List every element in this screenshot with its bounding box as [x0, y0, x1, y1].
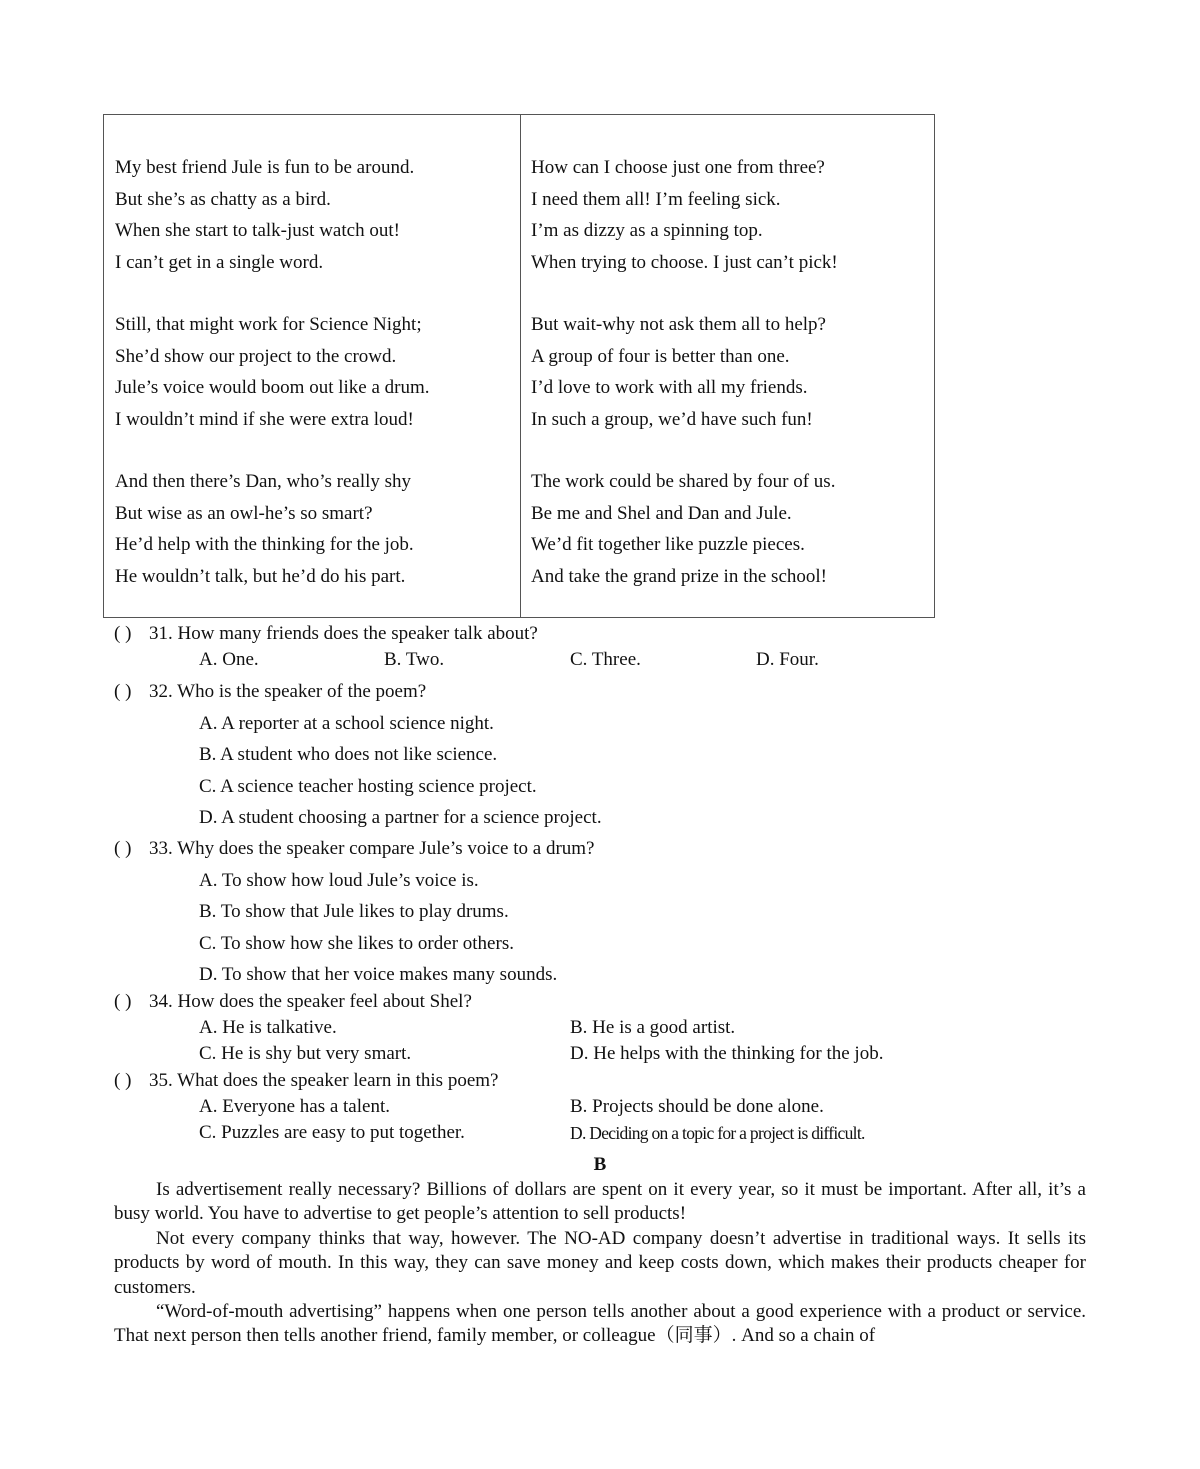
poem-right-column	[531, 152, 838, 623]
option-b: B. A student who does not like science.	[199, 744, 498, 765]
poem-stanza	[115, 309, 430, 435]
poem-line: Jule’s voice would boom out like a drum.	[115, 377, 430, 398]
question-text: 34. How does the speaker feel about Shel?	[149, 991, 472, 1012]
poem-line: A group of four is better than one.	[531, 345, 790, 367]
poem-left-column	[115, 152, 430, 623]
poem-line: How can I choose just one from three?	[531, 157, 825, 178]
question-32	[114, 681, 426, 703]
answer-blank: ( )	[114, 681, 132, 702]
option-a: A. To show how loud Jule’s voice is.	[199, 870, 479, 891]
option-c: C. Three.	[570, 649, 641, 670]
paragraph-3: “Word-of-mouth advertising” happens when one person tells another about a good experience with a product or service. That next person then tells another friend, family member, or colleague（同事）. And so a chain of	[114, 1301, 1086, 1347]
answer-blank: ( )	[114, 991, 132, 1012]
poem-line: And take the grand prize in the school!	[531, 565, 827, 587]
poem-line: But wait-why not ask them all to help?	[531, 314, 826, 335]
option-d: D. Deciding on a topic for a project is difficult.	[570, 1123, 865, 1143]
poem-stanza	[115, 152, 430, 278]
poem-stanza	[531, 309, 838, 435]
option-a: A. He is talkative.	[199, 1017, 337, 1038]
poem-line: Be me and Shel and Dan and Jule.	[531, 502, 792, 524]
option-a: A. One.	[199, 649, 259, 670]
poem-line: I wouldn’t mind if she were extra loud!	[115, 408, 414, 430]
poem-line: Still, that might work for Science Night;	[115, 314, 422, 335]
poem-line: We’d fit together like puzzle pieces.	[531, 534, 805, 555]
paragraph-2: Not every company thinks that way, however. The NO-AD company doesn’t advertise in traditional ways. It sells its products by word of mouth. In this way, they can save money and keep costs down, which makes their products cheaper for customers.	[114, 1228, 1086, 1298]
option-d: D. Four.	[756, 649, 819, 670]
option-d: D. A student choosing a partner for a science project.	[199, 807, 602, 828]
question-text: 33. Why does the speaker compare Jule’s voice to a drum?	[149, 838, 595, 859]
poem-line: He’d help with the thinking for the job.	[115, 534, 414, 555]
answer-blank: ( )	[114, 623, 132, 644]
poem-line: The work could be shared by four of us.	[531, 471, 836, 492]
poem-line: My best friend Jule is fun to be around.	[115, 157, 415, 178]
option-c: C. Puzzles are easy to put together.	[199, 1122, 465, 1143]
poem-line: He wouldn’t talk, but he’d do his part.	[115, 565, 406, 587]
poem-line: When she start to talk-just watch out!	[115, 220, 400, 241]
option-c: C. A science teacher hosting science project.	[199, 776, 537, 797]
poem-stanza	[531, 466, 838, 592]
answer-blank: ( )	[114, 838, 132, 859]
poem-line: I need them all! I’m feeling sick.	[531, 188, 781, 210]
poem-line: I can’t get in a single word.	[115, 251, 324, 273]
poem-line: But she’s as chatty as a bird.	[115, 188, 331, 210]
poem-line: And then there’s Dan, who’s really shy	[115, 471, 412, 492]
option-c: C. To show how she likes to order others.	[199, 933, 514, 954]
question-text: 32. Who is the speaker of the poem?	[149, 681, 427, 702]
poem-line: I’d love to work with all my friends.	[531, 377, 808, 398]
paragraph-1: Is advertisement really necessary? Billions of dollars are spent on it every year, so it must be important. After all, it’s a busy world. You have to advertise to get people’s attention to sell products!	[114, 1179, 1086, 1225]
poem-line: But wise as an owl-he’s so smart?	[115, 502, 373, 524]
question-35	[114, 1070, 498, 1092]
poem-line: She’d show our project to the crowd.	[115, 345, 397, 367]
poem-box	[103, 114, 935, 618]
option-b: B. He is a good artist.	[570, 1017, 736, 1038]
question-text: 35. What does the speaker learn in this poem?	[149, 1070, 499, 1091]
question-text: 31. How many friends does the speaker talk about?	[149, 623, 538, 644]
question-33	[114, 838, 594, 860]
option-b: B. Two.	[384, 649, 445, 670]
poem-line: I’m as dizzy as a spinning top.	[531, 220, 763, 241]
poem-line: In such a group, we’d have such fun!	[531, 408, 813, 430]
poem-line: When trying to choose. I just can’t pick!	[531, 251, 838, 273]
poem-stanza	[531, 152, 838, 278]
poem-column-divider	[520, 115, 521, 617]
option-a: A. Everyone has a talent.	[199, 1096, 390, 1117]
option-b: B. To show that Jule likes to play drums.	[199, 901, 509, 922]
option-b: B. Projects should be done alone.	[570, 1096, 824, 1117]
option-d: D. He helps with the thinking for the job.	[570, 1043, 884, 1064]
poem-stanza	[115, 466, 430, 592]
question-31	[114, 623, 538, 645]
section-heading: B	[593, 1154, 607, 1175]
option-a: A. A reporter at a school science night.	[199, 713, 494, 734]
question-34	[114, 991, 472, 1013]
answer-blank: ( )	[114, 1070, 132, 1091]
option-c: C. He is shy but very smart.	[199, 1043, 412, 1064]
option-d: D. To show that her voice makes many sounds.	[199, 964, 558, 985]
